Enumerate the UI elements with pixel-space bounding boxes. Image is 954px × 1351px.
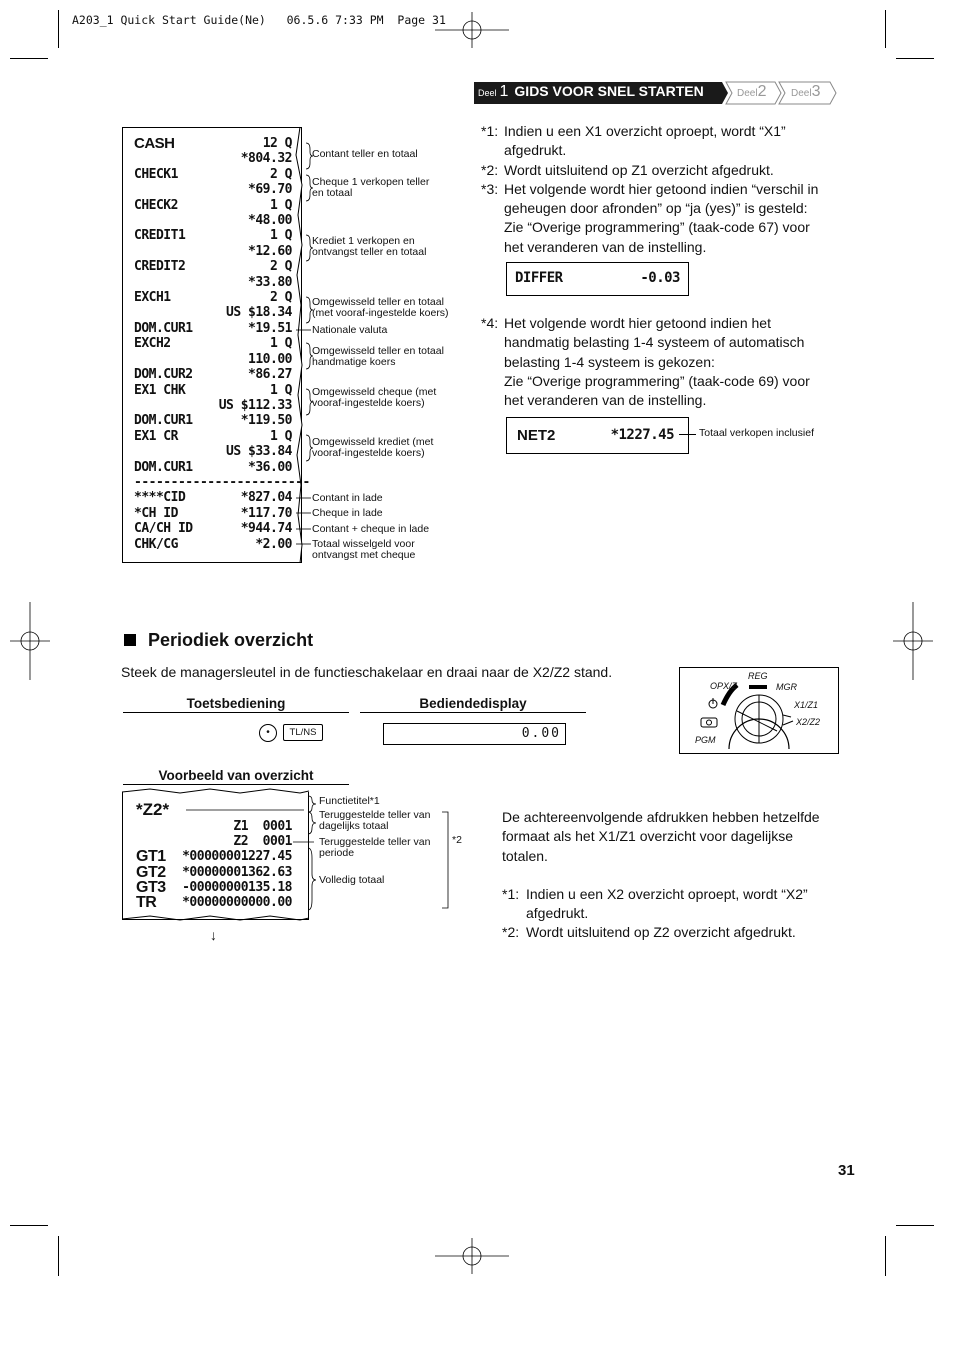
receipt-line-value: *36.00 [248,459,292,475]
receipt-line [134,336,292,351]
receipt-line [134,151,292,166]
receipt-line-value: 2 Q [270,166,292,182]
receipt-line-value: *19.51 [248,320,292,336]
receipt-line [134,444,292,459]
receipt-line [134,367,292,382]
receipt-line-value: Z2 0001 [233,834,292,850]
receipt-line [134,182,292,197]
annotation-label: Contant + cheque in lade [312,523,430,535]
receipt-line [134,506,292,521]
receipt-line-label: CASH [134,135,175,152]
column-header-display: Bediendedisplay [419,696,527,711]
receipt-line [134,198,292,213]
receipt-line-label: CHECK2 [134,197,178,213]
annotation-label: Contant teller en totaal [312,148,418,160]
annotation-label: Teruggestelde teller van dagelijks totaal [319,809,431,832]
receipt-line [134,429,292,444]
receipt-line-value: 12 Q [262,136,292,151]
notes-bottom-intro: De achtereenvolgende afdrukken hebben hetzelfde formaat als het X1/Z1 overzicht voor dagelijkse totalen. [502,809,820,864]
receipt-line [134,167,292,182]
receipt-line-value: *12.60 [248,243,292,259]
switch-x1z1: X1/Z1 [794,700,819,710]
column-header-keys: Toetsbediening [186,696,286,711]
column-rule [360,712,586,713]
receipt-line-value: US $33.84 [226,444,292,460]
receipt-line [134,413,292,428]
receipt-line-value: *944.74 [240,521,292,537]
receipt-line-label: EX1 CR [134,428,178,444]
receipt-line-value: *119.50 [240,413,292,429]
annotation-label: Omgewisseld teller en totaal handmatige koers [312,345,444,368]
note-x2-2: *2: Wordt uitsluitend op Z2 overzicht afgedrukt. [502,924,796,941]
annotation-label: Omgewisseld teller en totaal (met vooraf-ingestelde koers) [312,296,449,319]
receipt-line-label: CA/CH ID [134,521,193,537]
receipt-line-label: GT1 [136,848,166,866]
receipt-line [134,490,292,505]
section-instruction: Steek de managersleutel in de functieschakelaar en draai naar de X2/Z2 stand. [121,664,613,680]
receipt-line [134,537,292,552]
annotation-label: Cheque in lade [312,507,383,519]
receipt-line-value: *804.32 [240,151,292,167]
section-bullet-icon [124,634,136,646]
receipt-line [134,305,292,320]
note-2: *2: Wordt uitsluitend op Z1 overzicht afgedrukt. [481,161,774,178]
receipt-line-value: *117.70 [240,505,292,521]
receipt-line-value: US $112.33 [218,397,292,413]
annotation-label: Volledig totaal [319,874,385,886]
feed-arrow-icon: ↓ [210,927,217,943]
notes-bottom [502,808,852,943]
receipt-line-value: *00000000000.00 [182,895,292,911]
receipt-line-label: CREDIT1 [134,228,186,244]
leader-line [679,434,696,435]
receipt-line-value: *2.00 [255,536,292,552]
receipt-line [134,383,292,398]
receipt-line-value: *33.80 [248,274,292,290]
annotation-mark: *2 [452,834,462,846]
receipt-line [134,321,292,336]
receipt-line-value: 110.00 [248,351,292,367]
section-title: Periodiek overzicht [148,630,314,650]
annotation-label: Totaal wisselgeld voor ontvangst met cheque [312,538,416,561]
receipt-line-value: *86.27 [248,367,292,383]
receipt-x1z1-lines [134,135,310,552]
receipt-line-label: DOM.CUR1 [134,413,193,429]
note-4: *4: Het volgende wordt hier getoond indien het handmatig belasting 1-4 systeem of automatisch belasting 1-4 systeem is gekozen: Zie “Overige programmering” (taak-code 69) voor het veranderen van de instelling. [481,315,810,409]
receipt-line-value: *827.04 [240,490,292,506]
key-tlns-button[interactable]: TL/NS [283,724,323,741]
receipt-line-label: *CH ID [134,505,178,521]
receipt-line [134,460,292,475]
receipt-line-value: 1 Q [270,336,292,352]
annotation-label: Krediet 1 verkopen en ontvangst teller en totaal [312,235,427,258]
receipt-line-label: TR [136,894,157,912]
receipt-z2-title: *Z2* [136,800,170,819]
differ-print-box [506,262,689,296]
column-rule [123,784,349,785]
note-3: *3: Het volgende wordt hier getoond indien “verschil in geheugen door afronden” op “ja (yes)” is gesteld: Zie “Overige programmering” (taak-code 67) voor het veranderen van de instelling. [481,180,819,255]
power-icon [709,698,717,708]
receipt-line [134,275,292,290]
net2-value: *1227.45 [610,427,674,443]
note-x2-1: *1: Indien u een X2 overzicht oproept, wordt “X2” afgedrukt. [502,885,808,922]
example-title: Voorbeeld van overzicht [158,768,314,783]
annotation-label: Contant in lade [312,492,383,504]
receipt-line [134,474,310,490]
print-slug: A203_1 Quick Start Guide(Ne) 06.5.6 7:33 PM Page 31 [72,13,446,27]
column-rule [123,712,349,713]
receipt-line-label: EXCH2 [134,336,171,352]
annotation-label: Omgewisseld cheque (met vooraf-ingestelde koers) [312,386,437,409]
receipt-line-label: GT3 [136,878,166,896]
receipt-line-label: GT2 [136,863,166,881]
receipt-line-label: DOM.CUR2 [134,367,193,383]
note-1: *1: Indien u een X1 overzicht oproept, wordt “X1” afgedrukt. [481,123,786,159]
switch-pgm: PGM [695,735,716,745]
receipt-line-value: 1 Q [270,228,292,244]
receipt-line-label: CHECK1 [134,166,178,182]
net2-note: Totaal verkopen inclusief [699,427,814,439]
receipt-line-value: US $18.34 [226,305,292,321]
receipt-line [134,259,292,274]
receipt-line-value: *00000001362.63 [182,864,292,880]
receipt-line-label: ------------------------ [134,474,310,490]
receipt-line [134,352,292,367]
receipt-line-value: *00000001227.45 [182,849,292,865]
receipt-line-value: Z1 0001 [233,819,292,834]
receipt-line-label: EX1 CHK [134,382,186,398]
differ-label: DIFFER [515,270,563,286]
receipt-line [134,290,292,305]
receipt-line-value: 1 Q [270,428,292,444]
tab-deel3: Deel 3 [791,83,821,100]
switch-reg: REG [748,671,768,681]
receipt-line-value: 2 Q [270,290,292,306]
key-dot-button[interactable]: • [259,724,277,742]
differ-value: -0.03 [640,270,680,286]
switch-mgr: MGR [776,682,797,692]
receipt-line [134,521,292,536]
operator-display: 0.00 [383,723,566,745]
net2-label: NET2 [517,427,556,444]
tab-deel2: Deel 2 [737,83,767,100]
tab-active: Deel 1 GIDS VOOR SNEL STARTEN [478,83,704,100]
receipt-line-label: EXCH1 [134,290,171,306]
receipt-line [134,213,292,228]
annotation-label: Omgewisseld krediet (met vooraf-ingestelde koers) [312,436,434,459]
annotation-label: Teruggestelde teller van periode [319,836,431,859]
receipt-line-label: ****CID [134,490,186,506]
receipt-line-label: CREDIT2 [134,259,186,275]
receipt-line-label: DOM.CUR1 [134,459,193,475]
receipt-line [134,228,292,243]
receipt-line-value: 1 Q [270,197,292,213]
program-key-icon [701,718,717,727]
receipt-line-value: 2 Q [270,259,292,275]
receipt-line [134,136,292,151]
net2-print-box [506,417,689,454]
page-number: 31 [838,1162,855,1179]
switch-x2z2: X2/Z2 [796,717,821,727]
receipt-line-label: DOM.CUR1 [134,320,193,336]
annotation-label: Functietitel*1 [319,795,380,807]
notes-top [481,122,841,257]
annotation-label: Cheque 1 verkopen teller en totaal [312,176,430,199]
receipt-line-value: *69.70 [248,182,292,198]
receipt-line-value: *48.00 [248,213,292,229]
receipt-line [134,398,292,413]
receipt-line [134,244,292,259]
switch-opxz: OPX/Z [710,681,738,691]
annotation-label: Nationale valuta [312,324,388,336]
receipt-line-label: CHK/CG [134,536,178,552]
receipt-line-value: -00000000135.18 [182,879,292,895]
receipt-line-value: 1 Q [270,382,292,398]
